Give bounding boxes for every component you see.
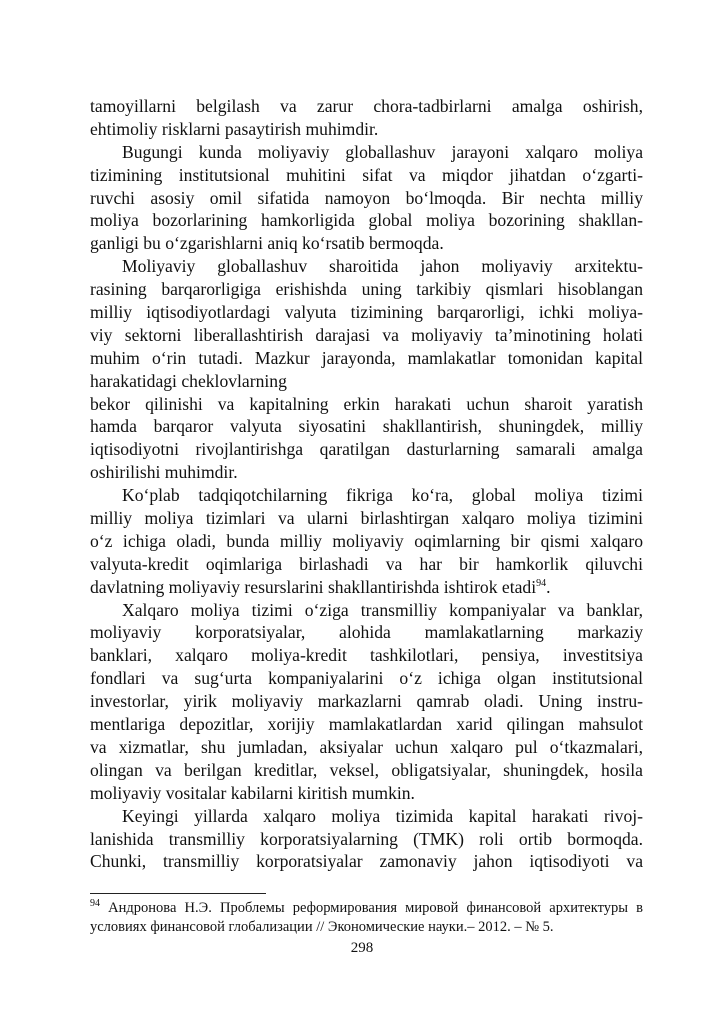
text-line-content: muhim o‘rin tutadi. Mazkur jarayonda, mamlakatlar tomonidan kapital [90,347,643,368]
text-line-tail: . [546,576,551,597]
text-line [90,805,643,828]
text-line [90,324,643,347]
text-line-content: moliyaviy vositalar kabilarni kiritish mumkin. [90,782,415,803]
text-line-content: Chunki, transmilliy korporatsiyalar zamonaviy jahon iqtisodiyoti va [90,851,643,872]
text-line [90,278,643,301]
text-line [90,507,643,530]
text-line-content: iqtisodiyotni rivojlantirishga qaratilgan dasturlarning samarali amalga [90,439,643,460]
text-line [90,828,643,851]
footnote-line-2: условиях финансовой глобализации // Экономические науки.– 2012. – № 5. [90,919,554,935]
body-text [90,95,643,873]
text-line [90,713,643,736]
text-line [90,553,643,576]
text-line-content: moliya bozorlarining hamkorligida global moliya bozorining shakllan- [90,210,643,231]
text-line [90,667,643,690]
text-line-content: hamda barqaror valyuta siyosatini shakllantirish, shuningdek, milliy [90,416,643,437]
text-line [90,736,643,759]
text-line [90,393,643,416]
text-line [90,690,643,713]
text-line [90,209,643,232]
text-line [90,95,643,118]
text-line [90,164,643,187]
text-line-content: mentlariga depozitlar, xorijiy mamlakatlardan xarid qilingan mahsulot [90,714,643,735]
text-line-content: lanishida transmilliy korporatsiyalarning (TMK) roli ortib bormoqda. [90,828,643,849]
text-line-content: Moliyaviy globallashuv sharoitida jahon moliyaviy arxitektu- [122,256,643,277]
text-line [90,118,643,141]
footnote [90,899,643,937]
text-line [90,759,643,782]
text-line-content: bekor qilinishi va kapitalning erkin harakati uchun sharoit yaratish [90,393,643,414]
page-number: 298 [350,940,374,956]
text-line-content: banklari, xalqaro moliya-kredit tashkilotlari, pensiya, investitsiya [90,645,643,666]
text-line-content: Ko‘plab tadqiqotchilarning fikriga ko‘ra, global moliya tizimi [122,485,643,506]
text-line-content: harakatidagi cheklovlarning [90,370,287,391]
text-line-content: oshirilishi muhimdir. [90,462,238,483]
text-line-content: Xalqaro moliya tizimi o‘ziga transmilliy kompaniyalar va banklar, [122,599,643,620]
text-line [90,530,643,553]
text-line-content: Keyingi yillarda xalqaro moliya tizimida kapital harakati rivoj- [122,805,643,826]
footnote-number: 94 [90,899,100,910]
text-line [90,621,643,644]
text-line-content: milliy iqtisodiyotlardagi valyuta tizimining barqarorligi, ichki moliya- [90,302,643,323]
text-line [90,301,643,324]
text-line-content: viy sektorni liberallashtirish darajasi va moliyaviy ta’minotining holati [90,324,643,345]
text-line-content: tamoyillarni belgilash va zarur chora-tadbirlarni amalga oshirish, [90,96,643,116]
text-line [90,415,643,438]
text-line-content: ehtimoliy risklarni pasaytirish muhimdir. [90,118,379,139]
text-line-content: ganligi bu o‘zgarishlarni aniq ko‘rsatib bermoqda. [90,233,444,254]
text-line-content: Bugungi kunda moliyaviy globallashuv jarayoni xalqaro moliya [122,141,643,162]
footnote-separator [90,893,266,894]
text-line [90,232,643,255]
text-line-content: valyuta-kredit oqimlariga birlashadi va har bir hamkorlik qiluvchi [90,553,643,574]
text-line-content: davlatning moliyaviy resurslarini shakllantirishda ishtirok etadi [90,576,537,597]
text-line [90,370,643,393]
text-line [90,782,643,805]
text-line-content: fondlari va sug‘urta kompaniyalarini o‘z ichiga olgan institutsional [90,668,643,689]
text-line-content: investorlar, yirik moliyaviy markazlarni qamrab oladi. Uning instru- [90,691,643,712]
text-line [90,438,643,461]
footnote-text-1: Андронова Н.Э. Проблемы реформирования мировой финансовой архитектуры в [108,900,643,916]
text-line-content: tizimining institutsional muhitini sifat va miqdor jihatdan o‘zgarti- [90,164,643,185]
text-line-content: ruvchi asosiy omil sifatida namoyon bo‘lmoqda. Bir nechta milliy [90,187,643,208]
text-line-content: milliy moliya tizimlari va ularni birlashtirgan xalqaro moliya tizimini [90,508,643,529]
text-line-content: rasining barqarorligiga erishishda uning tarkibiy qismlari hisoblangan [90,279,643,300]
footnote-reference: 94 [536,577,547,589]
text-line-content: moliyaviy korporatsiyalar, alohida mamlakatlarning markaziy [90,622,643,643]
footnote-line-1 [90,899,643,918]
text-line-content: o‘z ichiga oladi, bunda milliy moliyaviy oqimlarning bir qismi xalqaro [90,530,643,551]
text-line [90,484,643,507]
text-line-content: olingan va berilgan kreditlar, veksel, obligatsiyalar, shuningdek, hosila [90,759,643,780]
text-line [90,461,643,484]
text-line [90,141,643,164]
text-line [90,255,643,278]
text-line [90,347,643,370]
text-line [90,644,643,667]
text-line [90,599,643,622]
text-line [90,576,643,599]
text-line [90,850,643,873]
text-line-content: va xizmatlar, shu jumladan, aksiyalar uchun xalqaro pul o‘tkazmalari, [90,736,643,757]
text-line [90,187,643,210]
